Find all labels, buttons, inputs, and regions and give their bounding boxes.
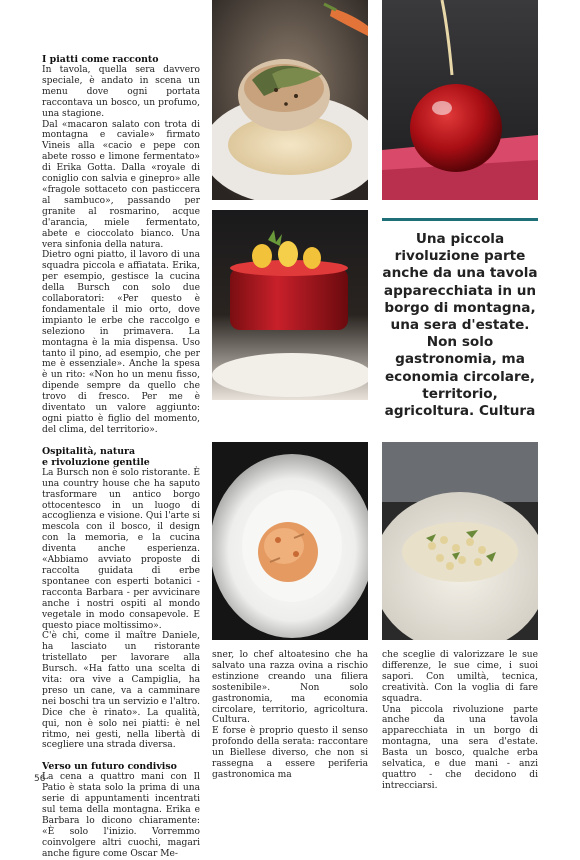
photo-red-cylinder-dessert [212,210,368,400]
photo-salmon-plate [212,442,368,640]
photo-pasta-bowl [382,442,538,640]
photo-cherry-dessert [382,0,538,200]
paragraph: che sceglie di valorizzare le sue differenze, le sue cime, i suoi sapori. Con umiltà, tecnica, creatività. Con la voglia di fare squadra. [382,650,538,704]
paragraph: Dietro ogni piatto, il lavoro di una squadra piccola e affiatata. Erika, per esempio, gestisce la cucina della Bursch con solo due collaboratori: «Per questo è fondamentale il mio orto, dove impianto le erbe che raccolgo e seleziono in primavera. La montagna è la mia dispensa. Uso tanto il pino, ad esempio, che per me è essenziale». Anche la spesa è un rito: «Non ho un menu fisso, dipende sempre da quello che trovo di fresco. Per me è diventato un valore aggiunto: ogni piatto è figlio del momento, del clima, del territorio». [42,250,200,435]
section-heading-futuro: Verso un futuro condiviso [42,761,177,773]
paragraph: In tavola, quella sera davvero speciale, è andato in scena un menu dove ogni portata raccontava un bosco, un profumo, una stagione. [42,65,200,119]
page-number: 56 [34,774,46,784]
paragraph: Una piccola rivoluzione parte anche da una tavola apparecchiata in un borgo di montagna, una sera d'estate. Basta un bosco, qualche erba selvatica, e due mani - anzi quattro - che decidono di intrecciarsi. [382,704,538,791]
paragraph: La cena a quattro mani con Il Patio è stata solo la prima di una serie di appuntamenti incentrati sul tema della montagna. Erika e Barbara lo dicono chiaramente: «È solo l'inizio. Vorremmo coinvolgere altri cuochi, magari anche figure come Oscar Me- [42,772,200,859]
heading-line: e rivoluzione gentile [42,456,150,468]
paragraph: Dal «macaron salato con trota di montagna e caviale» firmato Vineis alla «cacio e pepe con abete rosso e limone fermentato» di Erika Gotta. Dalla «royale di coniglio con salvia e ginepro» alle «fragole sottaceto con pasticcera al sambuco», passando per granite al rosmarino, acque d'arancia, miele fermentato, abete e cioccolato bianco. Una vera sinfonia della natura. [42,119,200,250]
paragraph: La Bursch non è solo ristorante. È una country house che ha saputo trasformare un antico borgo ottocentesco in un luogo di accoglienza e visione. Qui l'arte si mescola con il bosco, il design con la memoria, e la cucina diventa anche esperienza. «Abbiamo avviato proposte di raccolta guidata di erbe spontanee con esperti botanici - racconta Barbara - per avvicinare anche i nostri ospiti al mondo vegetale in modo consapevole. E questo piace moltissimo». [42,467,200,631]
photo-meat-dish [212,0,368,200]
text-column-right [382,650,538,792]
section-heading-ospitalita [42,446,200,468]
text-column-middle [212,650,368,781]
text-column-left [42,54,200,860]
paragraph: C'è chi, come il maître Daniele, ha lasciato un ristorante tristellato per lavorare alla Bursch. «Ha fatto una scelta di vita: ora vive a Campiglia, ha preso un cane, va a camminare nei boschi tra un servizio e l'altro. Dice che è rinato». La qualità, qui, non è solo nei piatti: è nel ritmo, nei gesti, nella libertà di scegliere una strada diversa. [42,631,200,751]
paragraph: E forse è proprio questo il senso profondo della serata: raccontare un Biellese diverso, che non si rassegna a essere periferia gastronomica ma [212,726,368,780]
heading-line: Ospitalità, natura [42,445,136,457]
pull-quote: Una piccola rivoluzione parte anche da una tavola apparecchiata in un borgo di montagna, una sera d'estate. Non solo gastronomia, ma economia circolare, territorio, agricoltura. Cultura [382,218,538,420]
paragraph: sner, lo chef altoatesino che ha salvato una razza ovina a rischio estinzione creando una filiera sostenibile». Non solo gastronomia, ma economia circolare, territorio, agricoltura. Cultura. [212,650,368,726]
section-heading-piatti: I piatti come racconto [42,54,159,65]
